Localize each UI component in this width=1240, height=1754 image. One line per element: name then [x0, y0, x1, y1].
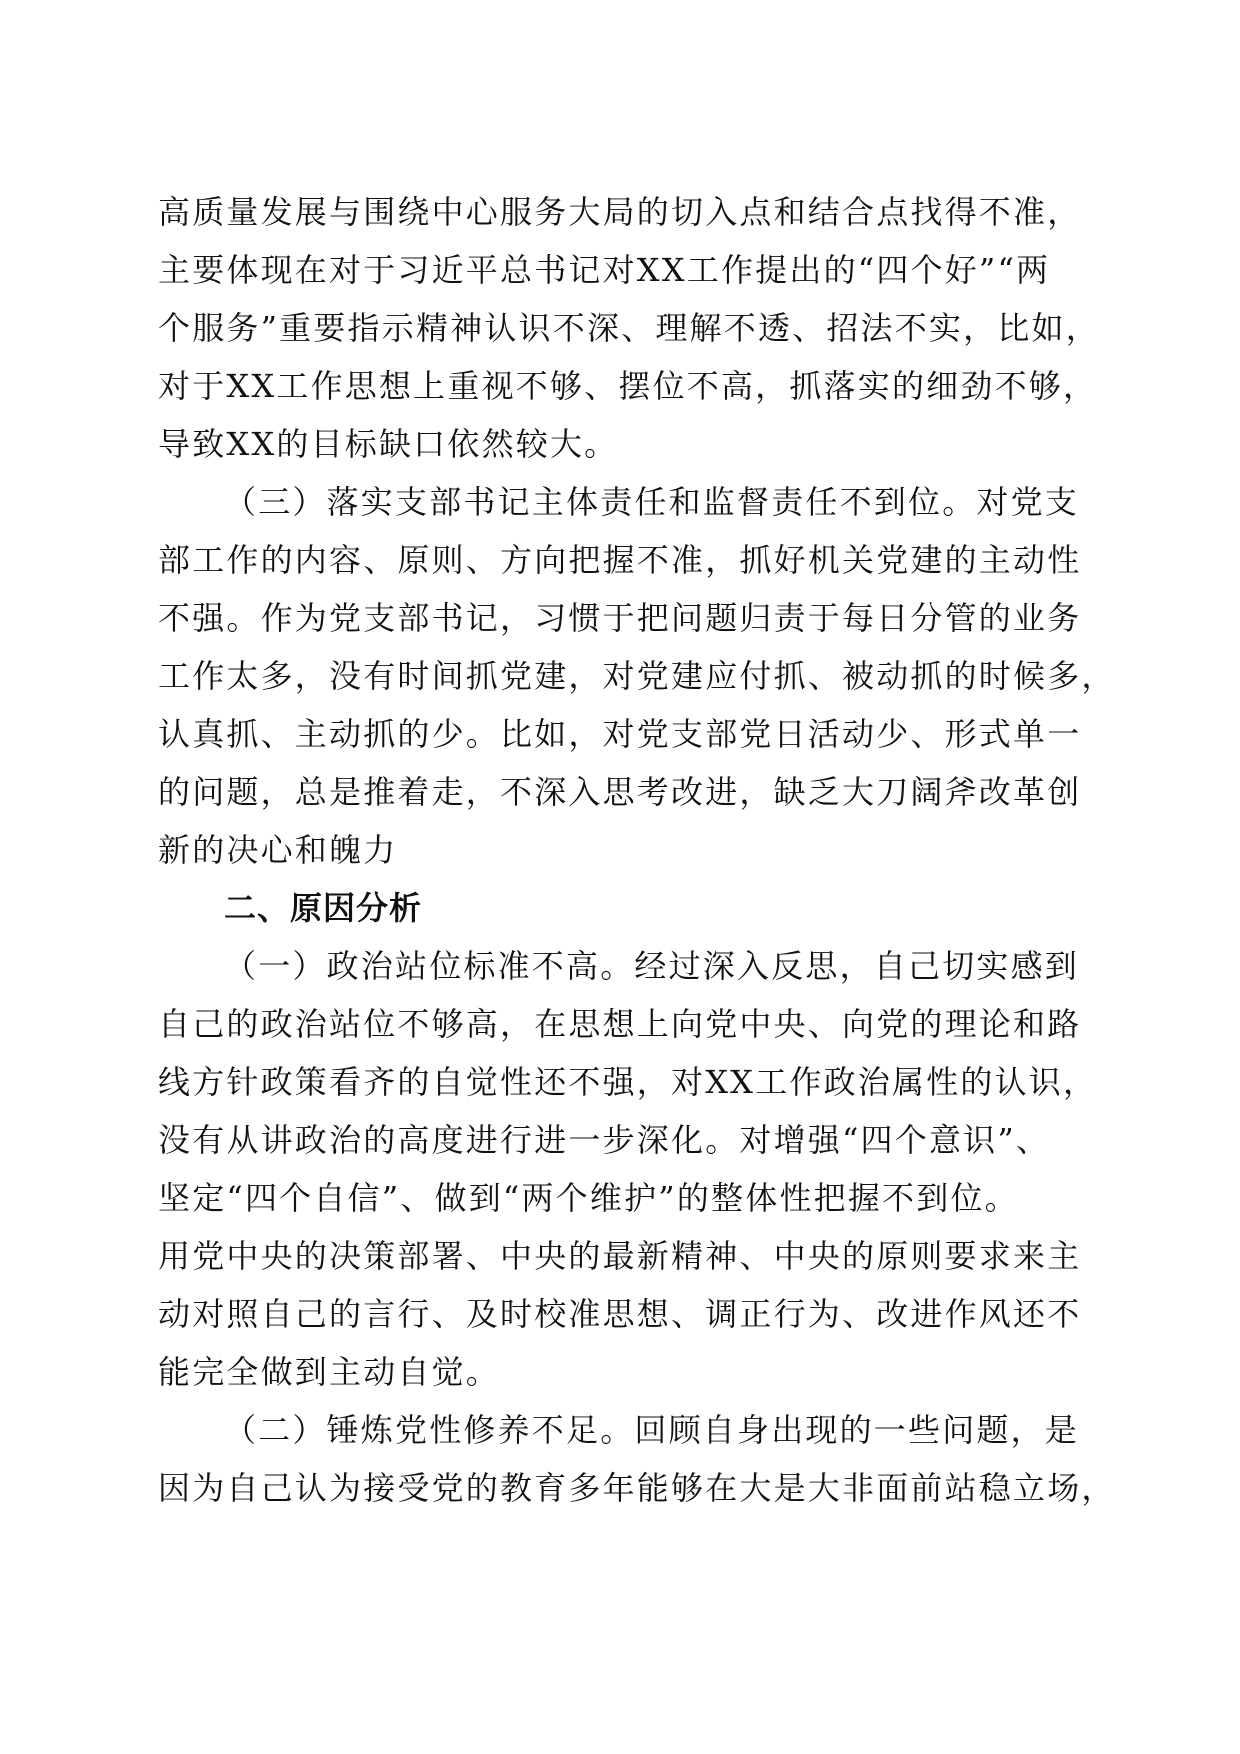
text-line: 用党中央的决策部署、中央的最新精神、中央的原则要求来主: [158, 1237, 1082, 1275]
paragraph-start-line: （二）锤炼党性修养不足。回顾自身出现的一些问题，是: [224, 1411, 1080, 1449]
text-line: 主要体现在对于习近平总书记对XX工作提出的“四个好”“两: [158, 251, 1051, 289]
text-line: 的问题，总是推着走，不深入思考改进，缺乏大刀阔斧改革创: [158, 773, 1082, 811]
text-line: 能完全做到主动自觉。: [158, 1353, 501, 1391]
text-line: 没有从讲政治的高度进行进一步深化。对增强“四个意识”、: [158, 1121, 1051, 1159]
text-line: 个服务”重要指示精神认识不深、理解不透、招法不实，比如，: [158, 309, 1100, 347]
text-line: 动对照自己的言行、及时校准思想、调正行为、改进作风还不: [158, 1295, 1082, 1333]
text-line: 导致XX的目标缺口依然较大。: [158, 425, 619, 463]
text-line: 对于XX工作思想上重视不够、摆位不高，抓落实的细劲不够，: [158, 367, 1098, 405]
paragraph-start-line: （一）政治站位标准不高。经过深入反思，自己切实感到: [224, 947, 1080, 985]
text-line: 自己的政治站位不够高，在思想上向党中央、向党的理论和路: [158, 1005, 1082, 1043]
section-heading: 二、原因分析: [224, 889, 423, 927]
text-line: 坚定“四个自信”、做到“两个维护”的整体性把握不到位。: [158, 1179, 1019, 1217]
text-line: 新的决心和魄力: [158, 831, 398, 869]
text-line: 不强。作为党支部书记，习惯于把问题归责于每日分管的业务: [158, 599, 1082, 637]
paragraph-start-line: （三）落实支部书记主体责任和监督责任不到位。对党支: [224, 483, 1080, 521]
text-line: 部工作的内容、原则、方向把握不准，抓好机关党建的主动性: [158, 541, 1082, 579]
text-line: 认真抓、主动抓的少。比如，对党支部党日活动少、形式单一: [158, 715, 1082, 753]
text-line: 工作太多，没有时间抓党建，对党建应付抓、被动抓的时候多，: [158, 657, 1116, 695]
text-line: 线方针政策看齐的自觉性还不强，对XX工作政治属性的认识，: [158, 1063, 1098, 1101]
text-line: 因为自己认为接受党的教育多年能够在大是大非面前站稳立场，: [158, 1469, 1116, 1507]
text-line: 高质量发展与围绕中心服务大局的切入点和结合点找得不准，: [158, 193, 1082, 231]
body-text: [158, 183, 1116, 1517]
